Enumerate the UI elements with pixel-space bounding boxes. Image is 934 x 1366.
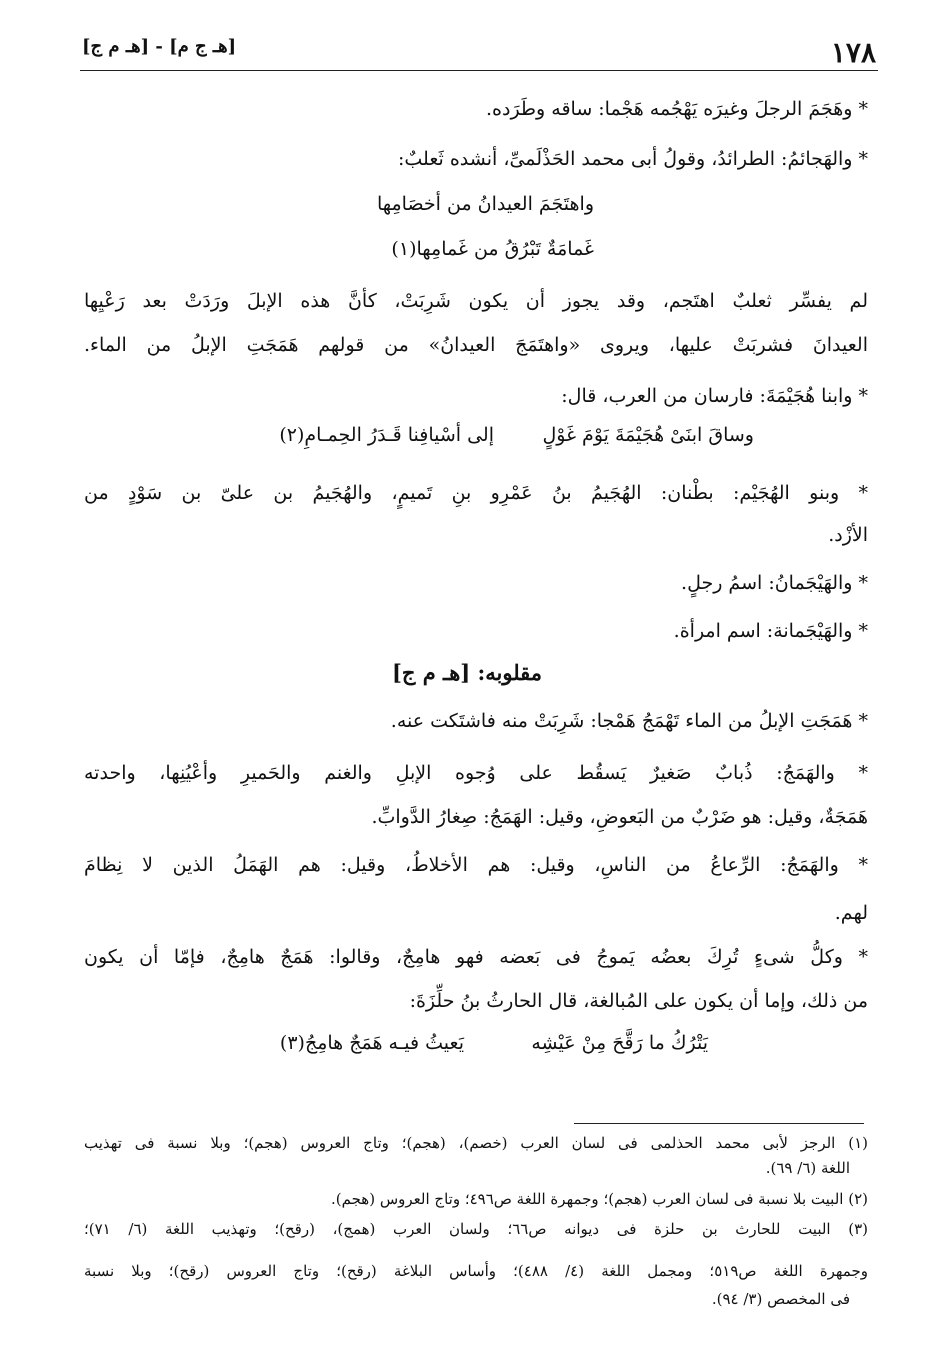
verse-hemistich-left: يَعيثُ فيـه هَمَجٌ هامِجُ(٣) — [279, 1032, 464, 1054]
footnote-line: وجمهرة اللغة ص٥١٩؛ ومجمل اللغة (٤/ ٤٨٨)؛ وأساس البلاغة (رقح)؛ وتاج العروس (رقح)؛ وبلا نسبة — [84, 1262, 868, 1280]
text-line: الأزْد. — [828, 524, 868, 546]
text-line: من ذلك، وإما أن يكون على المُبالغة، قال الحارثُ بنُ حلِّزَةَ: — [409, 990, 868, 1012]
text-line: * والهَمَجُ: ذُبابٌ صَغيرٌ يَسقُط على وُجوه الإبلِ والغنم والحَميرِ وأعْيُنِها، واحدته — [84, 762, 868, 784]
text-line: * وكلُّ شىءٍ تُرِكَ بعضُه يَموجُ فى بَعضه فهو هامِجٌ، وقالوا: هَمَجٌ هامِجٌ، فإمّا أن يكون — [84, 946, 868, 968]
verse-line: واهتَجَمَ العيدانُ من أخصَامِها — [376, 193, 594, 215]
header-rule — [80, 70, 878, 71]
page-number: ١٧٨ — [830, 36, 876, 69]
verse-hemistich-right: يَتْرُكُ ما رَقَّحَ مِنْ عَيْشِه — [531, 1032, 708, 1054]
text-line: * هَمَجَتِ الإبلُ من الماء تَهْمَجُ هَمْجا: شَرِبَتْ منه فاشتَكت عنه. — [390, 710, 868, 732]
text-line: هَمَجَةٌ، وقيل: هو ضَرْبٌ من البَعوضِ، وقيل: الهَمَجُ: صِغارُ الدَّوابِّ. — [371, 806, 868, 828]
text-line: لهم. — [834, 902, 868, 924]
subheading: مقلوبه: [هـ م ج] — [391, 660, 543, 685]
verse-line: غَمامَةٌ تَبْرُقُ من غَمامِها(١) — [391, 238, 594, 260]
footnote-line: (٣) البيت للحارث بن حلزة فى ديوانه ص٦٦؛ ولسان العرب (همج)، (رقح)؛ وتهذيب اللغة (٦/ ٧١)؛ — [84, 1220, 869, 1238]
text-line: * والهَيْجَمانُ: اسمُ رجلٍ. — [681, 572, 868, 594]
footnote-line: (٢) البيت بلا نسبة فى لسان العرب (هجم)؛ وجمهرة اللغة ص٤٩٦؛ وتاج العروس (هجم). — [331, 1190, 868, 1208]
verse-hemistich-left: إلى أسْيافِنا قَـدَرُ الحِمـامِ(٢) — [279, 424, 494, 446]
footnote-rule — [574, 1123, 864, 1124]
footnote-line: (١) الرجز لأبى محمد الحذلمى فى لسان العرب (خصم)، (هجم)؛ وتاج العروس (هجم)؛ وبلا نسبة فى تهذيب — [84, 1134, 868, 1152]
section-label: [هـ ج م] - [هـ م ج] — [82, 36, 237, 57]
text-line: * والهَجائمُ: الطرائدُ، وقولُ أبى محمد الحَذْلَمىِّ، أنشده ثَعلبٌ: — [398, 148, 868, 170]
text-line: * والهَيْجَمانة: اسم امرأة. — [673, 620, 868, 642]
text-line: العيدانَ فشربَتْ عليها، ويروى «واهتَمَجَ العيدانُ» من قولهم هَمَجَتِ الإبلُ من الماء. — [84, 334, 868, 356]
text-line: * وهَجَمَ الرجلَ وغيرَه يَهْجُمه هَجْما: ساقه وطَرَده. — [485, 98, 868, 120]
verse-hemistich-right: وساقَ ابنَىْ هُجَيْمَةَ يَوْمَ غَوْلٍ — [542, 424, 754, 446]
text-line: * وابنا هُجَيْمَةَ: فارسان من العرب، قال: — [561, 385, 868, 407]
text-line: * والهَمَجُ: الرِّعاعُ من الناسِ، وقيل: هم الأخلاطُ، وقيل: هم الهَمَلُ الذين لا نِظامَ — [84, 854, 868, 876]
text-line: * وبنو الهُجَيْم: بطْنان: الهُجَيمُ بنُ عَمْرِو بنِ تَميمٍ، والهُجَيمُ بن علىّ بن سَوْدٍ من — [84, 482, 868, 504]
footnote-line: اللغة (٦/ ٦٩). — [765, 1159, 850, 1177]
footnote-line: فى المخصص (٣/ ٩٤). — [711, 1290, 850, 1308]
text-line: لم يفسِّر ثعلبٌ اهتَجم، وقد يجوز أن يكون شَرِبَتْ، كأنَّ هذه الإبلَ ورَدَتْ بعد رَعْيِها — [84, 290, 868, 312]
